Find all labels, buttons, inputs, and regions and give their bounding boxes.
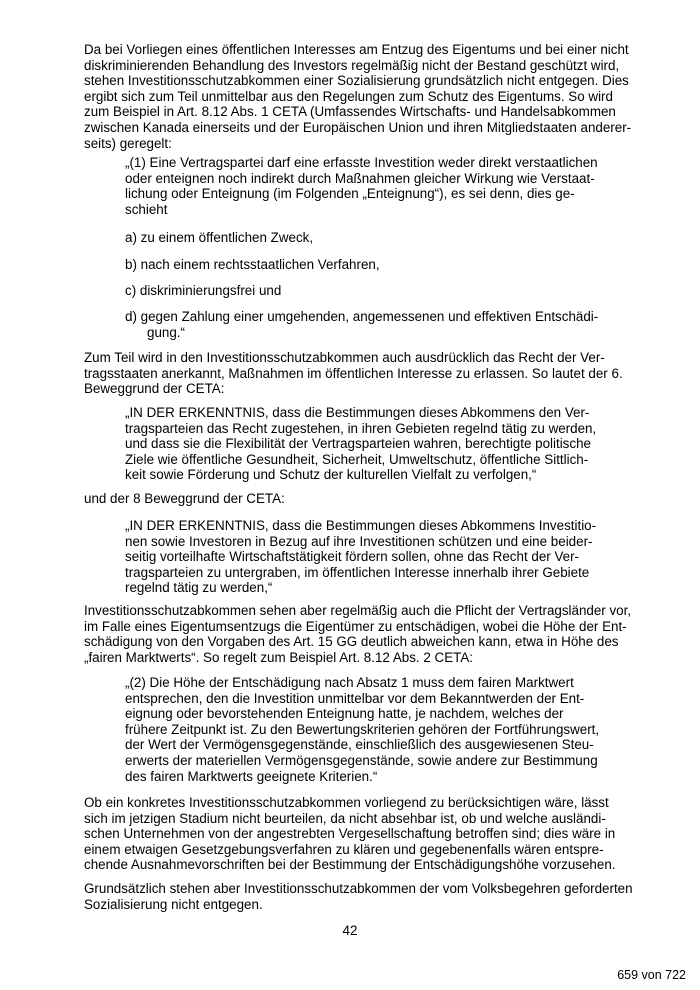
list-item-a: a) zu einem öffentlichen Zweck, (125, 230, 314, 245)
list-item-b: b) nach einem rechtsstaatlichen Verfahren, (125, 257, 380, 272)
page-number: 42 (342, 923, 358, 938)
paragraph-1: Da bei Vorliegen eines öffentlichen Interesses am Entzug des Eigentums und bei einer nicht diskriminierenden Behandlung des Investors regelmäßig nicht der Bestand geschützt wird, stehen Investitionsschutzabkommen einer Sozialisierung grundsätzlich nicht entgegen. Dies ergibt sich zum Teil unmittelbar aus den Regelungen zum Schutz des Eigentums. So wird zum Beispiel in Art. 8.12 Abs. 1 CETA (Umfassendes Wirtschafts- und Handelsabkommen zwischen Kanada einerseits und der Europäischen Union und ihren Mitgliedstaaten anderer- seits) geregelt: (84, 42, 632, 151)
paragraph-4: Investitionsschutzabkommen sehen aber regelmäßig auch die Pflicht der Vertragsländer vor, im Falle eines Eigentumsentzugs die Eigentümer zu entschädigen, wobei die Höhe der Ent- schädigung von den Vorgaben des Art. 15 GG deutlich abweichen kann, etwa in Höhe des „fairen Marktwerts“. So regelt zum Beispiel Art. 8.12 Abs. 2 CETA: (84, 603, 632, 665)
list-item-d: d) gegen Zahlung einer umgehenden, angemessenen und effektiven Entschädi- gung.“ (125, 309, 599, 340)
paragraph-5: Ob ein konkretes Investitionsschutzabkommen vorliegend zu berücksichtigen wäre, lässt sich im jetzigen Stadium nicht beurteilen, da nicht absehbar ist, ob und welche ausländi- schen Unternehmen von der angestrebten Vergesellschaftung betroffen sind; dies wäre in einem etwaigen Gesetzgebungsverfahren zu klären und gegebenenfalls wären entspre- chende Ausnahmevorschriften bei der Bestimmung der Entschädigungshöhe vorzusehen. (84, 795, 616, 873)
quote-art-8-12-abs-1: „(1) Eine Vertragspartei darf eine erfasste Investition weder direkt verstaatlichen oder enteignen noch indirekt durch Maßnahmen gleicher Wirkung wie Verstaat- lichung oder Enteignung (im Folgenden „Enteignung“), es sei denn, dies ge- schieht (125, 155, 598, 217)
total-page-counter: 659 von 722 (617, 968, 686, 982)
list-item-c: c) diskriminierungsfrei und (125, 283, 282, 298)
paragraph-2: Zum Teil wird in den Investitionsschutzabkommen auch ausdrücklich das Recht der Ver- tragsstaaten anerkannt, Maßnahmen im öffentlichen Interesse zu erlassen. So lautet der 6. Beweggrund der CETA: (84, 350, 623, 397)
quote-8th-recital: „IN DER ERKENNTNIS, dass die Bestimmungen dieses Abkommens Investitio- nen sowie Investoren in Bezug auf ihre Investitionen schützen und eine beider- seitig vorteilhafte Wirtschaftstätigkeit fördern sollen, ohne das Recht der Ver- tragsparteien zu untergraben, im öffentlichen Interesse innerhalb ihrer Gebiete regelnd tätig zu werden,“ (125, 518, 597, 596)
quote-6th-recital: „IN DER ERKENNTNIS, dass die Bestimmungen dieses Abkommens den Ver- tragsparteien das Recht zugestehen, in ihren Gebieten regelnd tätig zu werden, und dass sie die Flexibilität der Vertragsparteien wahren, berechtigte politische Ziele wie öffentliche Gesundheit, Sicherheit, Umweltschutz, öffentliche Sittlich- keit sowie Förderung und Schutz der kulturellen Vielfalt zu verfolgen,“ (125, 405, 597, 483)
quote-art-8-12-abs-2: „(2) Die Höhe der Entschädigung nach Absatz 1 muss dem fairen Marktwert entsprechen, den die Investition unmittelbar vor dem Bekanntwerden der Ent- eignung oder bevorstehenden Enteignung hatte, je nachdem, welches der frühere Zeitpunkt ist. Zu den Bewertungskriterien gehören der Fortführungswert, der Wert der Vermögensgegenstände, einschließlich des ausgewiesenen Steu- erwerts der materiellen Vermögensgegenstände, sowie andere zur Bestimmung des fairen Marktwerts geeignete Kriterien.“ (125, 675, 600, 784)
paragraph-3: und der 8 Beweggrund der CETA: (84, 491, 285, 506)
paragraph-6: Grundsätzlich stehen aber Investitionsschutzabkommen der vom Volksbegehren geforderten Sozialisierung nicht entgegen. (84, 881, 633, 912)
